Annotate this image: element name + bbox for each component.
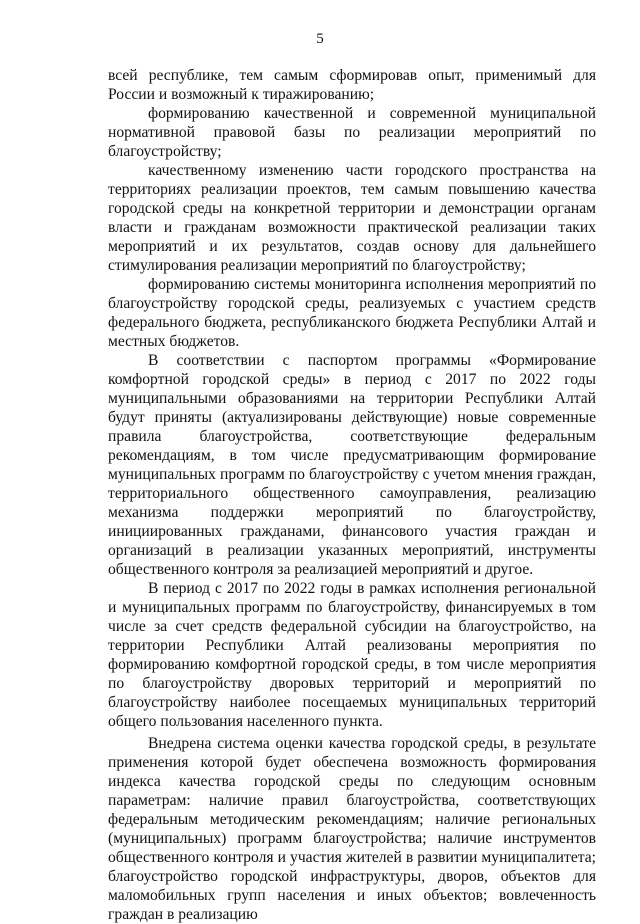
paragraph: В период с 2017 по 2022 годы в рамках исполнения региональной и муниципальных программ по благоустройству, финансируемых в том числе за счет средств федеральной субсидии на благоустройство, на территории Республики Алтай реализованы мероприятия по формированию комфортной городской среды, в том числе мероприятия по благоустройству дворовых территорий и мероприятий по благоустройству наиболее посещаемых муниципальных территорий общего пользования населенного пункта.: [108, 580, 596, 730]
paragraph: В соответствии с паспортом программы «Формирование комфортной городской среды» в период с 2017 по 2022 годы муниципальными образованиями на территории Республики Алтай будут приняты (актуализированы действующие) новые современные правила благоустройства, соответствующие федеральным рекомендациям, в том числе предусматривающим формирование муниципальных программ по благоустройству с учетом мнения граждан, территориального общественного самоуправления, реализацию механизма поддержки мероприятий по благоустройству, инициированных гражданами, финансового участия граждан и организаций в реализации указанных мероприятий, инструменты общественного контроля за реализацией мероприятий и другое.: [108, 352, 596, 578]
paragraph-list-item: формированию системы мониторинга исполнения мероприятий по благоустройству городской среды, реализуемых с участием средств федерального бюджета, республиканского бюджета Республики Алтай и местных бюджетов.: [108, 276, 596, 350]
paragraph: Внедрена система оценки качества городской среды, в результате применения которой будет обеспечена возможность формирования индекса качества городской среды по следующим основным параметрам: наличие правил благоустройства, соответствующих федеральным методическим рекомендациям; наличие региональных (муниципальных) программ благоустройства; наличие инструментов общественного контроля и участия жителей в развитии муниципалитета; благоустройство городской инфраструктуры, дворов, объектов для маломобильных групп населения и иных объектов; вовлеченность граждан в реализацию: [108, 735, 596, 923]
paragraph-list-item: качественному изменению части городского пространства на территориях реализации проектов, тем самым повышению качества городской среды на конкретной территории и демонстрации органам власти и гражданам возможности практической реализации таких мероприятий и их результатов, создав основу для дальнейшего стимулирования реализации мероприятий по благоустройству;: [108, 162, 596, 274]
paragraph-continuation: всей республике, тем самым сформировав опыт, применимый для России и возможный к тиражированию;: [108, 67, 596, 103]
page-number: 5: [316, 31, 324, 47]
document-body: [108, 66, 596, 924]
paragraph-list-item: формированию качественной и современной муниципальной нормативной правовой базы по реализации мероприятий по благоустройству;: [108, 105, 596, 160]
